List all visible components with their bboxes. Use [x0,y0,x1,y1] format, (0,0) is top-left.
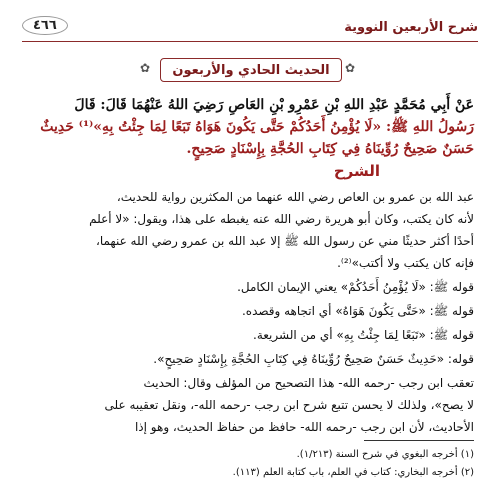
body-line: قوله ﷺ: «تَبَعًا لِمَا جِئْتُ بِهِ» أي من الشريعة. [253,328,474,342]
body-line: قوله ﷺ: «حَتَّى يَكُونَ هَوَاهُ» أي اتجاهه وقصده. [241,304,474,318]
book-title: شرح الأربعين النووية [344,20,478,35]
body-line: قوله ﷺ: «لَا يُؤْمِنُ أَحَدُكُمْ» يعني الإيمان الكامل. [237,280,474,294]
matn-line-2: رَسُولُ اللهِ ﷺ: «لَا يُؤْمِنُ أَحَدُكُمْ حَتَّى يَكُونَ هَوَاهُ تَبَعًا لِمَا جِئْتُ بِهِ»⁽¹⁾ حَدِيثٌ [40,119,474,135]
body-line: الأحاديث، لأن ابن رجب -رحمه الله- حافظ من حفاظ الحديث، وهو إذا [134,420,474,434]
body-line: فإنه كان يكتب ولا أكتب»⁽²⁾. [337,256,474,270]
hadith-title: الحديث الحادي والأربعون [172,63,330,78]
body-line: لأنه كان يكتب، وكان أبو هريرة رضي الله عنه يغبطه على هذا، ويقول: «لا أعلم [89,212,474,226]
ornament-left-icon: ✿ [140,61,151,75]
body-line: عبد الله بن عمرو بن العاص رضي الله عنهما من المكثرين رواية للحديث، [116,190,474,204]
running-header [22,14,478,42]
body-line: تعقب ابن رجب -رحمه الله- هذا التصحيح من المؤلف وقال: الحديث [143,376,474,390]
sharh-heading: الشرح [333,162,380,180]
body-line: أحدًا أكثر حديثًا مني عن رسول الله ﷺ إلا عبد الله بن عمرو رضي الله عنهما، [95,234,474,248]
page-number: ٤٦٦ [22,16,68,35]
body-line: قوله: «حَدِيثٌ حَسَنٌ صَحِيحٌ رُوِّينَاهُ فِي كِتَابِ الحُجَّةِ بِإِسْنَادٍ صَحِيحٍ». [153,352,474,366]
footnote-rule [364,440,474,441]
header-rule [22,41,478,42]
hadith-title-frame [160,58,342,82]
matn-line-1: عَنْ أَبِي مُحَمَّدٍ عَبْدِ اللهِ بْنِ عَمْرِو بْنِ العَاصِ رَضِيَ اللهُ عَنْهُمَا قَالَ: قَالَ [74,97,474,113]
ornament-right-icon: ✿ [345,61,356,75]
body-line: لا يصح»، ولذلك لا يحسن تتبع شرح ابن رجب -رحمه الله-، ونقل تعقيبه على [104,398,474,412]
footnote: (٢) أخرجه البخاري: كتاب في العلم، باب كتابة العلم (١١٣). [232,467,474,478]
footnote: (١) أخرجه البغوي في شرح السنة (١/٢١٣). [296,449,474,460]
matn-line-3: حَسَنٌ صَحِيحٌ رُوِّينَاهُ فِي كِتَابِ الحُجَّةِ بِإِسْنَادٍ صَحِيحٍ. [186,141,474,157]
